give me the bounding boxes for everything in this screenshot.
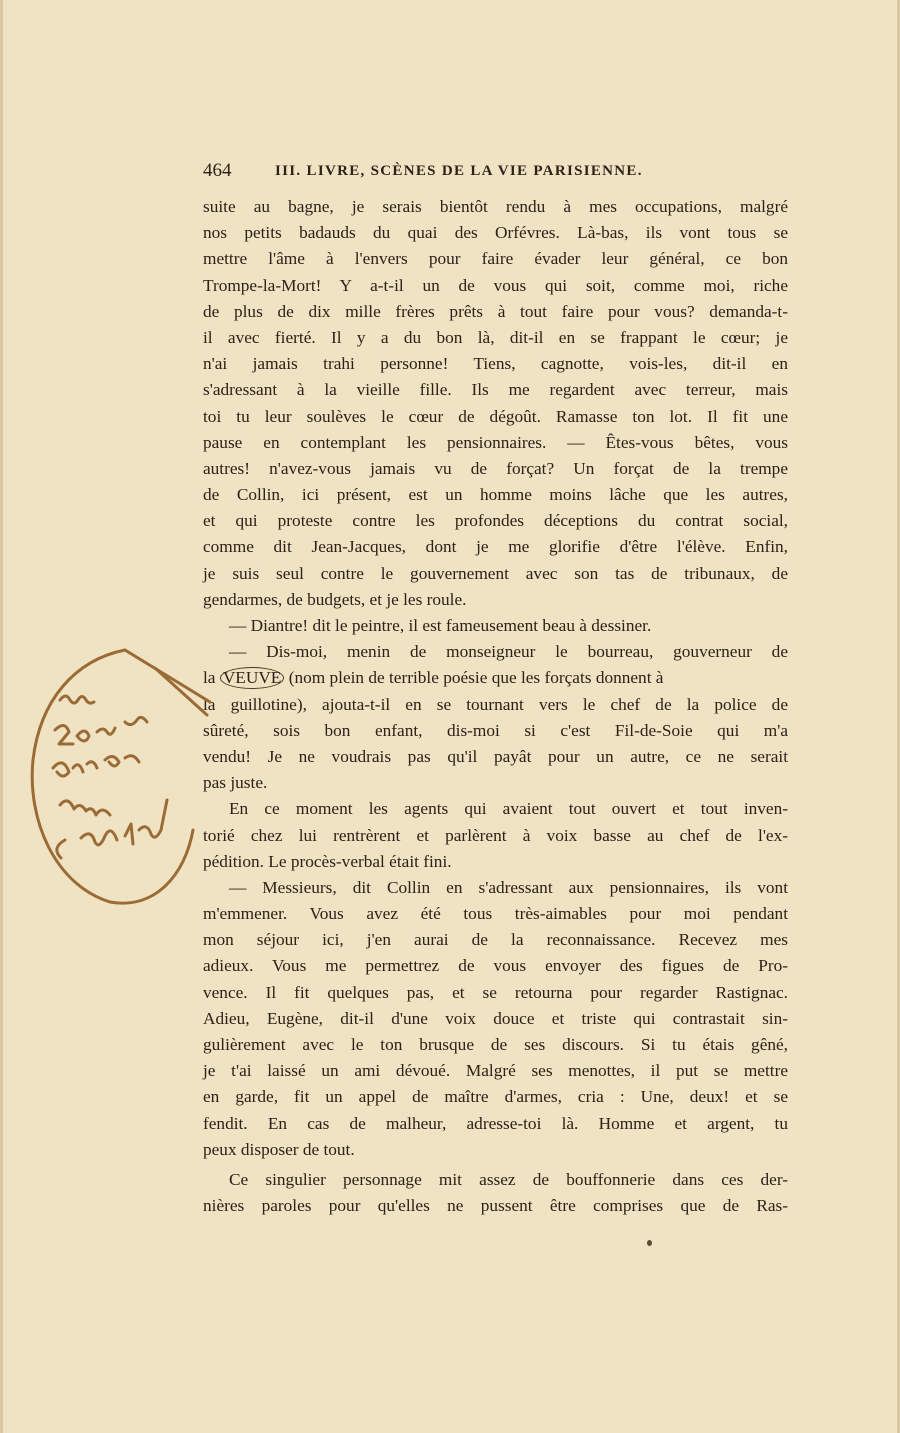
note-word-assez	[53, 756, 139, 776]
line-prefix: la	[203, 668, 216, 688]
text-line: Trompe-la-Mort! Y a-t-il un de vous qui soit, comme moi, riche	[203, 275, 788, 295]
text-line: adieux. Vous me permettrez de vous envoyer des figues de Pro-	[203, 956, 788, 976]
note-leader-line	[125, 650, 210, 702]
text-line: — Dis-moi, menin de monseigneur le bourreau, gouverneur de	[229, 642, 788, 662]
note-word-en	[60, 696, 94, 703]
note-word-20-ans	[55, 717, 147, 744]
body-text	[203, 194, 788, 1219]
text-line: pédition. Le procès-verbal était fini.	[203, 851, 452, 871]
text-line: — Messieurs, dit Collin en s'adressant aux pensionnaires, ils vont	[229, 877, 788, 897]
handwritten-margin-note	[15, 640, 215, 910]
handwritten-note-drawing	[15, 640, 215, 910]
text-line: torié chez lui rentrèrent et parlèrent à voix basse au chef de l'ex-	[203, 825, 788, 845]
note-leader-line	[155, 668, 207, 715]
text-line: il avec fierté. Il y a du bon là, dit-il en se frappant le cœur; je	[203, 327, 788, 347]
text-line: vence. Il fit quelques pas, et se retourna pour regarder Rastignac.	[203, 982, 788, 1002]
text-line: je t'ai laissé un ami dévoué. Malgré ses menottes, il put se mettre	[203, 1061, 788, 1081]
text-line: nières paroles pour qu'elles ne pussent être comprises que de Ras-	[203, 1196, 788, 1216]
text-line: vendu! Je ne voudrais pas qu'il payât pour un autre, ce ne serait	[203, 746, 788, 766]
ink-speck	[647, 1240, 652, 1246]
text-line: pas juste.	[203, 773, 268, 793]
text-line: mon séjour ici, j'en aurai de la reconnaissance. Recevez mes	[203, 930, 788, 950]
text-line: pause en contemplant les pensionnaires. — Êtes-vous bêtes, vous	[203, 432, 788, 452]
note-word-un	[60, 801, 110, 815]
text-line: m'emmener. Vous avez été tous très-aimables pour moi pendant	[203, 904, 788, 924]
text-line: mettre l'âme à l'envers pour faire évader leur général, ce bon	[203, 249, 788, 269]
text-line: la guillotine), ajouta-t-il en se tournant vers le chef de la police de	[203, 694, 788, 714]
running-title: III. LIVRE, SCÈNES DE LA VIE PARISIENNE.	[275, 163, 643, 179]
text-line: toi tu leur soulèves le cœur de dégoût. Ramasse ton lot. Il fit une	[203, 406, 788, 426]
text-line: gendarmes, de budgets, et je les roule.	[203, 589, 467, 609]
text-line: Adieu, Eugène, dit-il d'une voix douce et triste qui contrastait sin-	[203, 1008, 788, 1028]
text-line: fendit. En cas de malheur, adresse-toi là. Homme et argent, tu	[203, 1113, 788, 1133]
text-line: autres! n'avez-vous jamais vu de forçat? Un forçat de la trempe	[203, 458, 788, 478]
text-line: sûreté, sois bon enfant, dis-moi si c'est Fil-de-Soie qui m'a	[203, 720, 788, 740]
text-line: s'adressant à la vieille fille. Ils me regardent avec terreur, mais	[203, 380, 788, 400]
line-suffix: (nom plein de terrible poésie que les forçats donnent à	[288, 668, 664, 688]
text-line: de Collin, ici présent, est un homme moins lâche que les autres,	[203, 485, 788, 505]
text-line: comme dit Jean-Jacques, dont je me glorifie d'être l'élève. Enfin,	[203, 537, 788, 557]
text-line: gulièrement avec le ton brusque de ses discours. Si tu étais gêné,	[203, 1035, 788, 1054]
text-line: en garde, fit un appel de maître d'armes, cria : Une, deux! et se	[203, 1087, 788, 1107]
text-line: peux disposer de tout.	[203, 1139, 355, 1159]
text-line: En ce moment les agents qui avaient tout ouvert et tout inven-	[229, 799, 788, 819]
text-line	[203, 665, 788, 691]
note-loop-outline	[32, 650, 193, 903]
text-line: nos petits badauds du quai des Orfévres. Là-bas, ils vont tous se	[203, 223, 788, 243]
page-number: 464	[203, 160, 232, 181]
text-line: et qui proteste contre les profondes déceptions du contrat social,	[203, 511, 788, 531]
text-line: je suis seul contre le gouvernement avec son tas de tribunaux, de	[203, 563, 788, 583]
circled-word: VEUVE	[220, 667, 285, 689]
text-line: — Diantre! dit le peintre, il est fameusement beau à dessiner.	[229, 616, 652, 635]
text-line: de plus de dix mille frères prêts à tout faire pour vous? demanda-t-	[203, 301, 788, 321]
running-head	[203, 160, 788, 190]
text-line: Ce singulier personnage mit assez de bouffonnerie dans ces der-	[229, 1169, 788, 1189]
text-line: suite au bagne, je serais bientôt rendu à mes occupations, malgré	[203, 197, 788, 216]
text-line: n'ai jamais trahi personne! Tiens, cagnotte, vois-les, dit-il en	[203, 354, 788, 374]
